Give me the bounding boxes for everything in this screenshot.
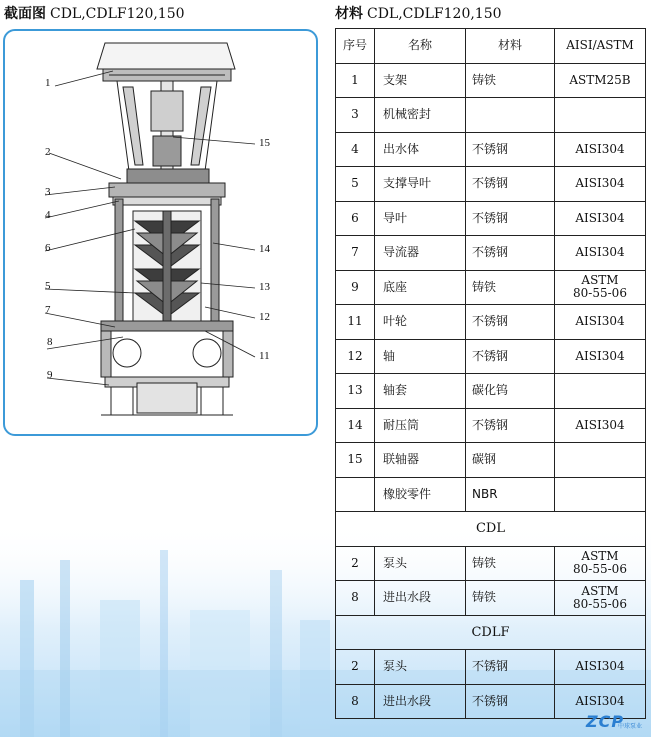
row-material: 铸铁 [466,581,555,616]
row-standard [555,374,646,409]
row-part-name: 导叶 [375,201,466,236]
cross-section-panel [3,29,318,436]
callout-9: 9 [47,369,53,381]
row-standard [555,443,646,478]
row-part-name: 轴 [375,339,466,374]
row-material: 不锈钢 [466,236,555,271]
row-no: 13 [336,374,375,409]
row-standard: ASTM 80-55-06 [555,270,646,305]
header-material: 材料 [466,29,555,64]
row-no: 11 [336,305,375,340]
callout-11: 11 [259,350,270,362]
row-standard: AISI304 [555,167,646,202]
header-no: 序号 [336,29,375,64]
section-row-cdl [336,512,646,547]
row-no [336,477,375,512]
table-row [336,408,646,443]
row-part-name: 泵头 [375,650,466,685]
row-standard: AISI304 [555,684,646,719]
row-standard: AISI304 [555,339,646,374]
table-row [336,132,646,167]
section-label-cdlf: CDLF [336,615,646,650]
row-material: 碳钢 [466,443,555,478]
table-row [336,339,646,374]
zcp-logo: ZCP [586,712,625,731]
row-material: 不锈钢 [466,650,555,685]
row-material: 不锈钢 [466,305,555,340]
callout-15: 15 [259,137,270,149]
section-title-cross-section: 截面图 CDL,CDLF120,150 [4,6,185,22]
row-standard: AISI304 [555,201,646,236]
header-standard: AISI/ASTM [555,29,646,64]
section-title-materials: 材料 CDL,CDLF120,150 [335,6,502,22]
row-material: 不锈钢 [466,684,555,719]
row-part-name: 轴套 [375,374,466,409]
row-no: 8 [336,684,375,719]
row-standard: ASTM 80-55-06 [555,546,646,581]
callout-3: 3 [45,186,51,198]
zcp-logo-subtitle: 中球泵业 [618,723,643,730]
row-no: 15 [336,443,375,478]
row-no: 12 [336,339,375,374]
table-row [336,374,646,409]
callout-6: 6 [45,242,51,254]
row-standard: AISI304 [555,236,646,271]
row-material: 铸铁 [466,546,555,581]
row-standard: AISI304 [555,132,646,167]
row-part-name: 耐压筒 [375,408,466,443]
row-standard: AISI304 [555,650,646,685]
row-standard: ASTM25B [555,63,646,98]
row-no: 5 [336,167,375,202]
callout-1: 1 [45,77,51,89]
row-no: 14 [336,408,375,443]
row-no: 9 [336,270,375,305]
table-row [336,650,646,685]
row-material: NBR [466,477,555,512]
row-standard: AISI304 [555,408,646,443]
row-no: 7 [336,236,375,271]
table-row [336,167,646,202]
table-row [336,305,646,340]
callout-4: 4 [45,209,51,221]
table-row [336,201,646,236]
row-no: 3 [336,98,375,133]
row-no: 1 [336,63,375,98]
row-no: 2 [336,650,375,685]
section-label-cdl: CDL [336,512,646,547]
section-row-cdlf [336,615,646,650]
row-part-name: 橡胶零件 [375,477,466,512]
row-material: 不锈钢 [466,132,555,167]
table-row [336,236,646,271]
callout-13: 13 [259,281,270,293]
row-part-name: 联轴器 [375,443,466,478]
callout-8: 8 [47,336,53,348]
table-row [336,581,646,616]
callout-2: 2 [45,146,51,158]
table-row [336,546,646,581]
materials-table [335,28,646,719]
row-no: 6 [336,201,375,236]
row-part-name: 底座 [375,270,466,305]
callout-5: 5 [45,280,51,292]
row-no: 8 [336,581,375,616]
row-material: 不锈钢 [466,408,555,443]
row-part-name: 导流器 [375,236,466,271]
table-row [336,477,646,512]
row-no: 4 [336,132,375,167]
row-material: 不锈钢 [466,339,555,374]
table-row [336,443,646,478]
row-material: 碳化钨 [466,374,555,409]
row-standard: ASTM 80-55-06 [555,581,646,616]
row-standard: AISI304 [555,305,646,340]
callout-12: 12 [259,311,270,323]
table-header-row [336,29,646,64]
row-material [466,98,555,133]
table-row [336,63,646,98]
table-row [336,270,646,305]
row-material: 铸铁 [466,270,555,305]
row-part-name: 进出水段 [375,684,466,719]
row-standard [555,98,646,133]
callout-7: 7 [45,304,51,316]
row-material: 不锈钢 [466,167,555,202]
row-standard [555,477,646,512]
row-material: 铸铁 [466,63,555,98]
header-name: 名称 [375,29,466,64]
row-part-name: 支撑导叶 [375,167,466,202]
table-row [336,98,646,133]
row-part-name: 泵头 [375,546,466,581]
row-material: 不锈钢 [466,201,555,236]
row-part-name: 支架 [375,63,466,98]
row-no: 2 [336,546,375,581]
row-part-name: 出水体 [375,132,466,167]
row-part-name: 机械密封 [375,98,466,133]
row-part-name: 叶轮 [375,305,466,340]
callout-14: 14 [259,243,270,255]
row-part-name: 进出水段 [375,581,466,616]
